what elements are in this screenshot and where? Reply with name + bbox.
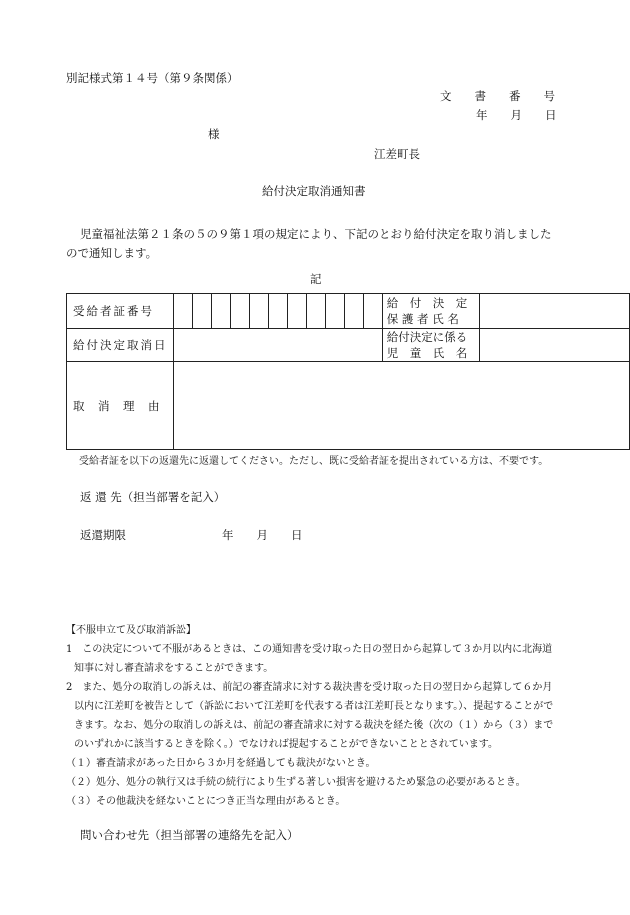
cancellation-date-field[interactable] [174, 329, 382, 362]
appeal-line: 1 この決定について不服があるときは、この通知書を受け取った日の翌日から起算して３か月以内に北海道 [66, 644, 553, 655]
document-title: 給付決定取消通知書 [262, 184, 366, 198]
appeal-line: （３）その他裁決を経ないことにつき正当な理由があるとき。 [66, 796, 346, 807]
body-line-1: 児童福祉法第２１条の５の９第１項の規定により、下記のとおり給付決定を取り消しました [80, 227, 552, 241]
issuer-name: 江差町長 [374, 147, 420, 161]
return-destination: 返 還 先（担当部署を記入） [80, 490, 226, 504]
table-row [67, 294, 630, 329]
appeal-line: きます。なお、処分の取消しの訴えは、前記の審査請求に対する裁決を経た後（次の（１）から（３）まで [74, 720, 554, 731]
return-note: 受給者証を以下の返還先に返還してください。ただし、既に受給者証を提出されている方は、不要です。 [79, 456, 549, 467]
child-name-field[interactable] [480, 329, 630, 362]
appeal-line: （２）処分、処分の執行又は手続の続行により生ずる著しい損害を避けるため緊急の必要があるとき。 [66, 777, 526, 788]
cancellation-reason-field[interactable] [174, 362, 630, 450]
ki-marker: 記 [310, 272, 322, 286]
certificate-number-boxes[interactable] [174, 294, 382, 329]
appeal-heading: 【不服申立て及び取消訴訟】 [66, 625, 196, 636]
child-name-label: 給付決定に係る 児 童 氏 名 [382, 329, 479, 362]
appeal-line: 2 また、処分の取消しの訴えは、前記の審査請求に対する裁決書を受け取った日の翌日から起算して６か月 [66, 682, 553, 693]
appeal-line: のいずれかに該当するときを除く。）でなければ提起することができないこととされています。 [74, 739, 498, 750]
document-number-label: 文 書 番 号 [440, 89, 555, 103]
appeal-line: 知事に対し審査請求をすることができます。 [74, 663, 274, 674]
body-line-2: ので通知します。 [66, 246, 158, 260]
return-deadline-label: 返還期限 [80, 528, 126, 542]
appeal-line: 以内に江差町を被告として（訴訟において江差町を代表する者は江差町長となります。）、提起することがで [74, 701, 554, 712]
form-number: 別記様式第１４号（第９条関係） [66, 71, 239, 85]
date-label: 年 月 日 [476, 108, 557, 122]
table-row [67, 329, 630, 362]
cancellation-date-label: 給付決定取消日 [67, 329, 174, 362]
appeal-line: （１）審査請求があった日から３か月を経過しても裁決がないとき。 [66, 758, 376, 769]
guardian-name-label: 給 付 決 定 保 護 者 氏 名 [382, 294, 479, 329]
return-deadline-date: 年 月 日 [222, 528, 303, 542]
cancellation-reason-label: 取 消 理 由 [67, 362, 174, 450]
guardian-name-field[interactable] [480, 294, 630, 329]
recipient-suffix: 様 [208, 127, 220, 141]
cancellation-table [66, 293, 630, 450]
contact-label: 問い合わせ先（担当部署の連絡先を記入） [80, 828, 299, 842]
certificate-number-label: 受給者証番号 [67, 294, 174, 329]
table-row [67, 362, 630, 450]
